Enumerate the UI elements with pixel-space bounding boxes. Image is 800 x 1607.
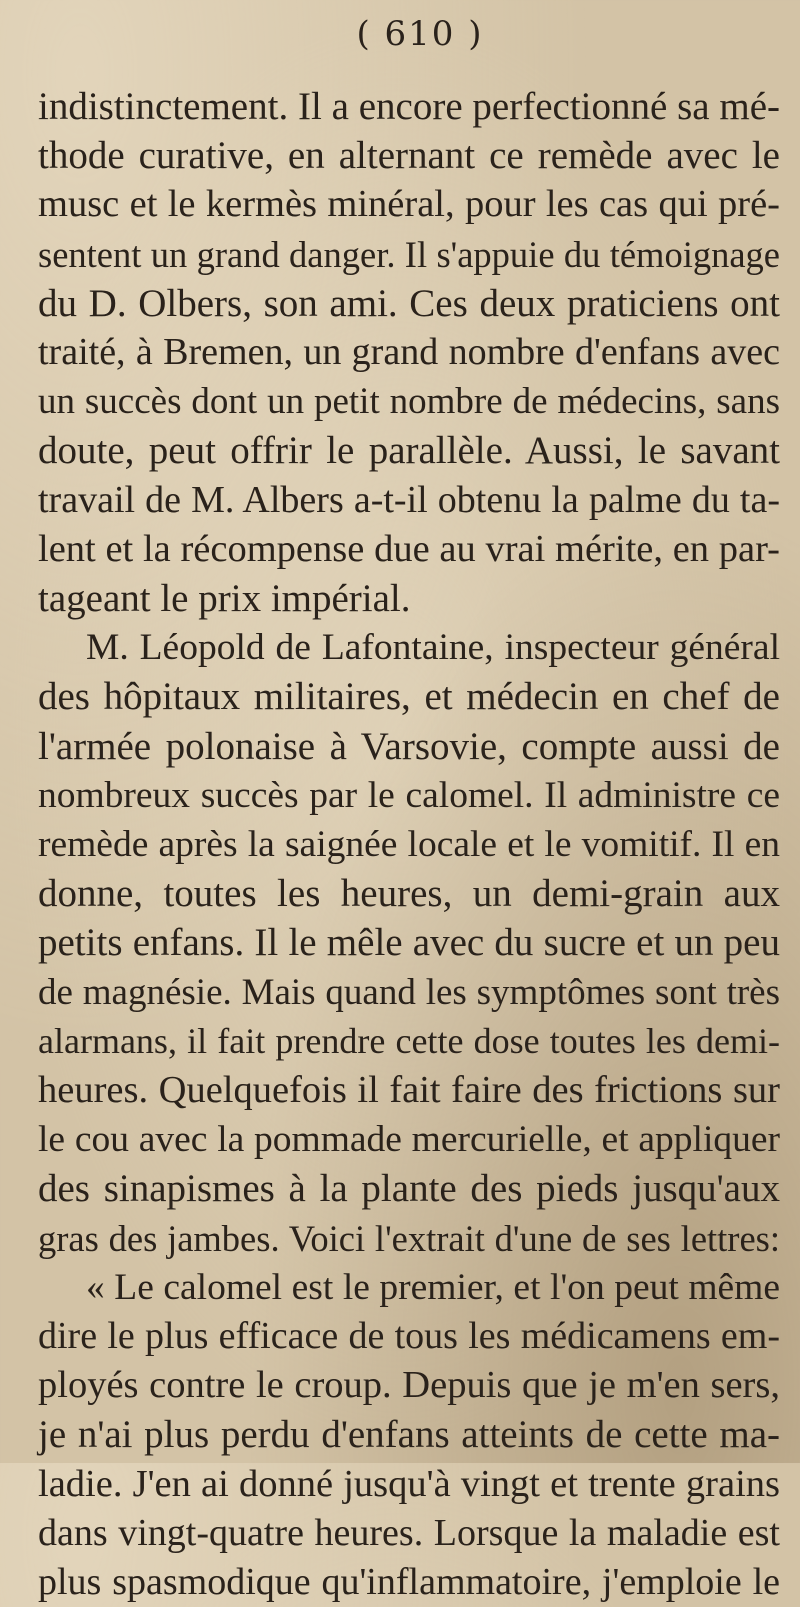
text-line: musc et le kermès minéral, pour les cas qui pré- xyxy=(38,183,780,226)
text-line: plus spasmodique qu'inflammatoire, j'emploie le xyxy=(38,1561,780,1604)
text-line: dire le plus efficace de tous les médicamens em- xyxy=(38,1315,780,1358)
text-line: heures. Quelquefois il fait faire des frictions sur xyxy=(38,1069,780,1112)
text-line: indistinctement. Il a encore perfectionné sa mé- xyxy=(38,85,780,128)
text-line: le cou avec la pommade mercurielle, et appliquer xyxy=(38,1119,780,1161)
text-line: ployés contre le croup. Depuis que je m'en sers, xyxy=(38,1364,780,1407)
text-line: lent et la récompense due au vrai mérite, en par- xyxy=(38,527,780,570)
text-line: doute, peut offrir le parallèle. Aussi, le savant xyxy=(38,429,780,473)
text-line: alarmans, il fait prendre cette dose toutes les demi- xyxy=(38,1020,780,1061)
text-line: nombreux succès par le calomel. Il administre ce xyxy=(38,774,780,816)
text-line: gras des jambes. Voici l'extrait d'une de ses lettres: xyxy=(38,1217,780,1259)
text-line: dans vingt-quatre heures. Lorsque la maladie est xyxy=(38,1511,780,1554)
text-line: M. Léopold de Lafontaine, inspecteur général xyxy=(86,627,780,669)
text-line: ladie. J'en ai donné jusqu'à vingt et trente grains xyxy=(38,1462,780,1505)
text-line: des hôpitaux militaires, et médecin en chef de xyxy=(38,675,780,719)
text-line: petits enfans. Il le mêle avec du sucre et un peu xyxy=(38,921,780,965)
text-line: donne, toutes les heures, un demi-grain aux xyxy=(38,872,780,916)
text-line: des sinapismes à la plante des pieds jusqu'aux xyxy=(38,1167,780,1211)
text-line: « Le calomel est le premier, et l'on peut même xyxy=(86,1266,780,1308)
text-line: du D. Olbers, son ami. Ces deux praticiens ont xyxy=(38,281,780,325)
page-number: ( 610 ) xyxy=(356,14,484,54)
text-line: je n'ai plus perdu d'enfans atteints de cette ma- xyxy=(38,1413,780,1457)
text-line: tageant le prix impérial. xyxy=(38,577,411,621)
text-line: traité, à Bremen, un grand nombre d'enfans avec xyxy=(38,331,780,374)
text-line: travail de M. Albers a-t-il obtenu la palme du ta- xyxy=(38,478,780,521)
text-line: sentent un grand danger. Il s'appuie du témoignage xyxy=(38,233,780,275)
page-body-text xyxy=(38,82,780,1607)
text-line: l'armée polonaise à Varsovie, compte aussi de xyxy=(38,724,780,768)
text-line: thode curative, en alternant ce remède avec le xyxy=(38,134,780,178)
text-line: remède après la saignée locale et le vomitif. Il en xyxy=(38,824,780,866)
text-line: un succès dont un petit nombre de médecins, sans xyxy=(38,381,780,423)
text-line: de magnésie. Mais quand les symptômes sont très xyxy=(38,971,780,1013)
